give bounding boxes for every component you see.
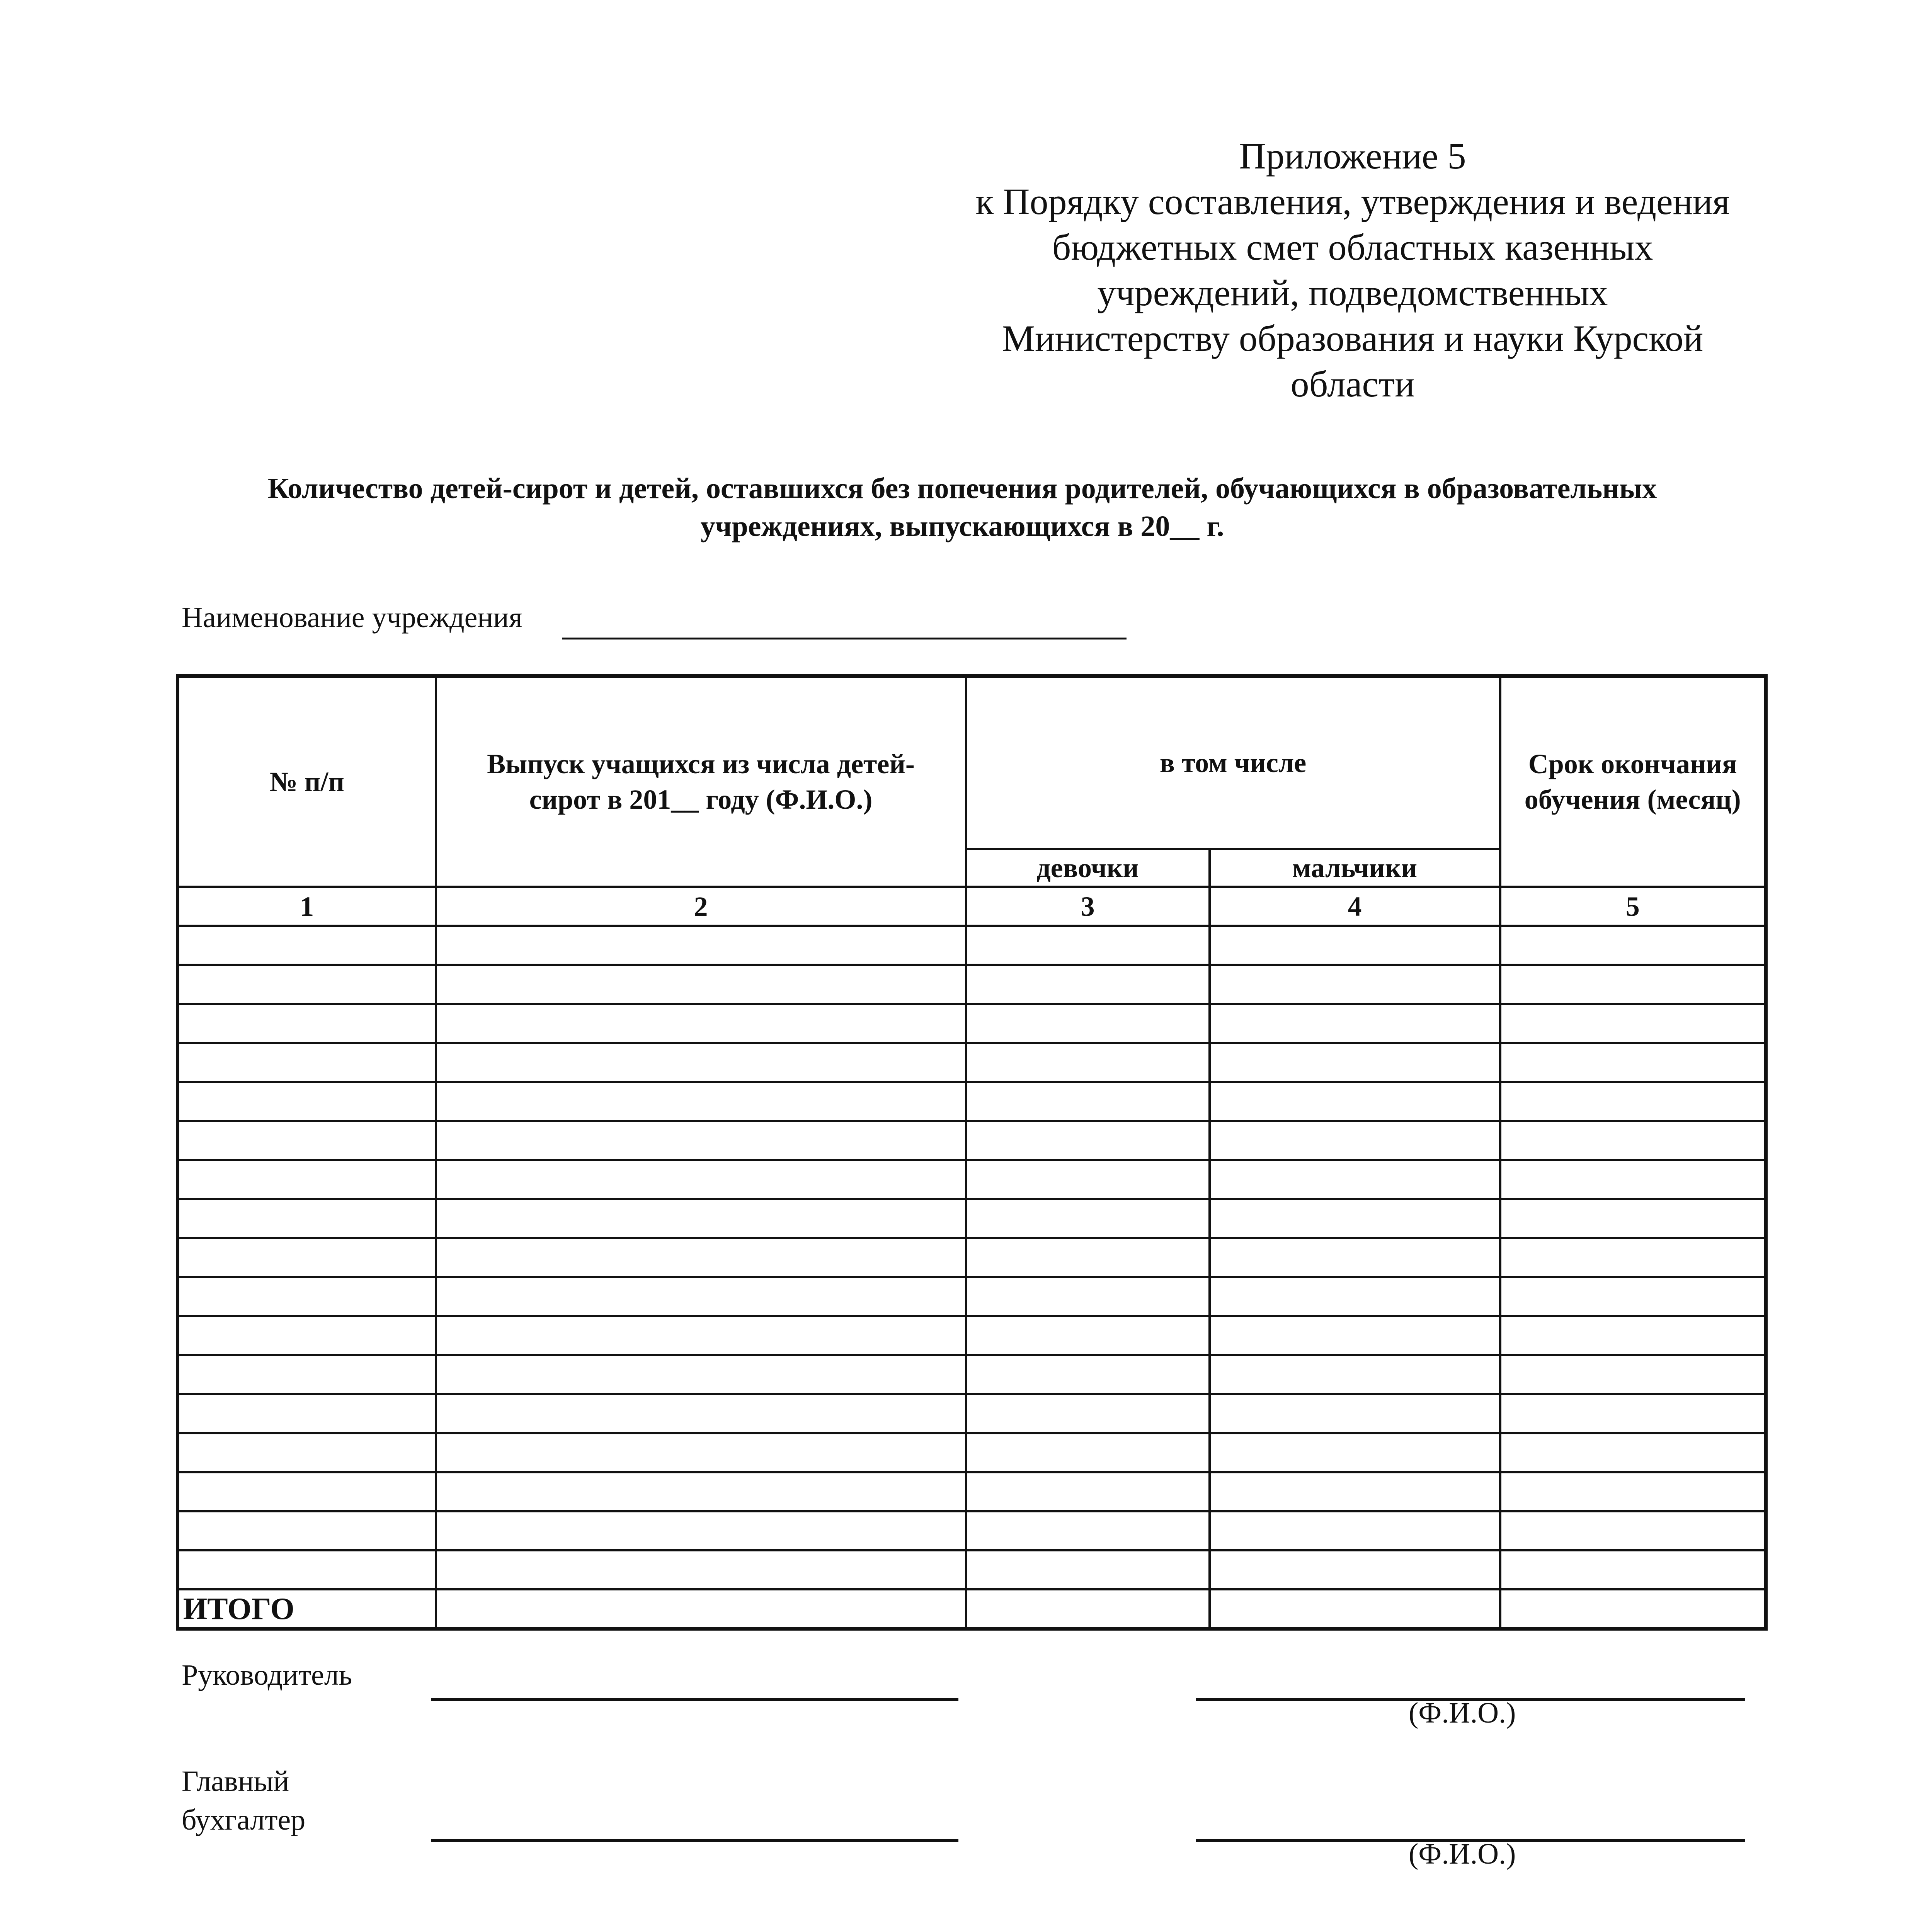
table-row xyxy=(178,1121,1766,1160)
cell[interactable] xyxy=(178,1355,436,1394)
cell[interactable] xyxy=(966,1199,1210,1238)
header-study-end: Срок окончания обучения (месяц) xyxy=(1500,676,1766,887)
cell[interactable] xyxy=(966,1160,1210,1199)
cell[interactable] xyxy=(1500,1004,1766,1043)
cell[interactable] xyxy=(966,1511,1210,1550)
cell[interactable] xyxy=(436,926,966,965)
cell[interactable] xyxy=(1500,1550,1766,1589)
column-number: 4 xyxy=(1210,887,1500,926)
cell[interactable] xyxy=(1500,1433,1766,1472)
total-row xyxy=(178,1589,1766,1629)
cell[interactable] xyxy=(966,1472,1210,1511)
cell[interactable] xyxy=(436,1511,966,1550)
cell[interactable] xyxy=(178,926,436,965)
cell[interactable] xyxy=(1210,965,1500,1004)
header-graduate-name: Выпуск учащихся из числа детей-сирот в 201__ году (Ф.И.О.) xyxy=(436,676,966,887)
cell[interactable] xyxy=(1500,1121,1766,1160)
cell[interactable] xyxy=(436,1199,966,1238)
header-number: № п/п xyxy=(178,676,436,887)
cell[interactable] xyxy=(436,1238,966,1277)
table-row xyxy=(178,1199,1766,1238)
cell[interactable] xyxy=(1210,1355,1500,1394)
cell[interactable] xyxy=(1500,965,1766,1004)
cell[interactable] xyxy=(178,1043,436,1082)
cell[interactable] xyxy=(1500,1355,1766,1394)
cell[interactable] xyxy=(1210,1394,1500,1433)
cell[interactable] xyxy=(1500,1238,1766,1277)
header-including: в том числе xyxy=(966,676,1500,849)
header-boys: мальчики xyxy=(1210,849,1500,887)
header-girls: девочки xyxy=(966,849,1210,887)
cell[interactable] xyxy=(1500,1043,1766,1082)
cell[interactable] xyxy=(966,1550,1210,1589)
cell[interactable] xyxy=(1210,1277,1500,1316)
cell[interactable] xyxy=(1500,1082,1766,1121)
appendix-header xyxy=(920,133,1785,407)
table-row xyxy=(178,1238,1766,1277)
cell[interactable] xyxy=(178,1238,436,1277)
institution-label: Наименование учреждения xyxy=(182,601,522,634)
head-signature-field[interactable] xyxy=(431,1698,958,1701)
accountant-signature-field[interactable] xyxy=(431,1839,958,1842)
cell[interactable] xyxy=(966,965,1210,1004)
cell[interactable] xyxy=(178,965,436,1004)
cell[interactable] xyxy=(966,1082,1210,1121)
cell[interactable] xyxy=(966,1043,1210,1082)
total-label: ИТОГО xyxy=(178,1589,436,1629)
cell[interactable] xyxy=(1500,1511,1766,1550)
cell[interactable] xyxy=(1500,1472,1766,1511)
graduates-table xyxy=(176,674,1768,1631)
cell[interactable] xyxy=(966,1433,1210,1472)
cell[interactable] xyxy=(966,1316,1210,1355)
cell[interactable] xyxy=(1210,1316,1500,1355)
cell[interactable] xyxy=(436,1472,966,1511)
cell[interactable] xyxy=(1210,1238,1500,1277)
table-row xyxy=(178,1043,1766,1082)
cell[interactable] xyxy=(436,1394,966,1433)
cell[interactable] xyxy=(436,1004,966,1043)
cell[interactable] xyxy=(1210,1472,1500,1511)
column-number: 3 xyxy=(966,887,1210,926)
cell[interactable] xyxy=(1500,926,1766,965)
cell[interactable] xyxy=(1210,1160,1500,1199)
cell[interactable] xyxy=(966,1589,1210,1629)
cell[interactable] xyxy=(1500,1589,1766,1629)
table-row xyxy=(178,1355,1766,1394)
accountant-label-line-2: бухгалтер xyxy=(182,1804,306,1836)
table-row xyxy=(178,965,1766,1004)
head-fio-caption: (Ф.И.О.) xyxy=(1409,1697,1516,1729)
cell[interactable] xyxy=(436,1277,966,1316)
cell[interactable] xyxy=(966,1238,1210,1277)
table-row xyxy=(178,1394,1766,1433)
cell[interactable] xyxy=(436,1589,966,1629)
cell[interactable] xyxy=(436,1355,966,1394)
cell[interactable] xyxy=(178,1121,436,1160)
institution-name-field[interactable] xyxy=(562,638,1127,639)
table-row xyxy=(178,1316,1766,1355)
cell[interactable] xyxy=(966,926,1210,965)
appendix-line: области xyxy=(1290,363,1415,405)
column-number: 5 xyxy=(1500,887,1766,926)
cell[interactable] xyxy=(1210,926,1500,965)
cell[interactable] xyxy=(436,1433,966,1472)
cell[interactable] xyxy=(966,1355,1210,1394)
cell[interactable] xyxy=(1500,1394,1766,1433)
cell[interactable] xyxy=(436,1160,966,1199)
accountant-fio-caption: (Ф.И.О.) xyxy=(1409,1838,1516,1870)
cell[interactable] xyxy=(1210,1082,1500,1121)
cell[interactable] xyxy=(966,1394,1210,1433)
table-row xyxy=(178,926,1766,965)
cell[interactable] xyxy=(1210,1043,1500,1082)
table-row xyxy=(178,1082,1766,1121)
document-title xyxy=(170,469,1755,545)
cell[interactable] xyxy=(178,1511,436,1550)
cell[interactable] xyxy=(966,1004,1210,1043)
table-row xyxy=(178,1277,1766,1316)
cell[interactable] xyxy=(1210,1004,1500,1043)
table-row xyxy=(178,1472,1766,1511)
cell[interactable] xyxy=(436,1316,966,1355)
cell[interactable] xyxy=(178,1277,436,1316)
cell[interactable] xyxy=(1500,1316,1766,1355)
cell[interactable] xyxy=(1500,1160,1766,1199)
accountant-label-line-1: Главный xyxy=(182,1765,289,1798)
cell[interactable] xyxy=(1210,1121,1500,1160)
title-line-2: учреждениях, выпускающихся в 20__ г. xyxy=(700,510,1224,543)
cell[interactable] xyxy=(178,1160,436,1199)
cell[interactable] xyxy=(436,965,966,1004)
table-row xyxy=(178,1433,1766,1472)
appendix-line: Министерству образования и науки Курской xyxy=(1002,318,1703,359)
cell[interactable] xyxy=(966,1277,1210,1316)
cell[interactable] xyxy=(178,1550,436,1589)
cell[interactable] xyxy=(1210,1589,1500,1629)
head-label: Руководитель xyxy=(182,1659,352,1691)
column-number: 1 xyxy=(178,887,436,926)
cell[interactable] xyxy=(178,1433,436,1472)
column-number: 2 xyxy=(436,887,966,926)
table-row xyxy=(178,1511,1766,1550)
cell[interactable] xyxy=(178,1316,436,1355)
cell[interactable] xyxy=(178,1004,436,1043)
cell[interactable] xyxy=(1210,1433,1500,1472)
appendix-line: Приложение 5 xyxy=(1239,135,1466,177)
cell[interactable] xyxy=(178,1082,436,1121)
appendix-line: бюджетных смет областных казенных xyxy=(1052,226,1653,268)
cell[interactable] xyxy=(1500,1277,1766,1316)
cell[interactable] xyxy=(178,1472,436,1511)
table-row xyxy=(178,1550,1766,1589)
table-row xyxy=(178,1004,1766,1043)
title-line-1: Количество детей-сирот и детей, оставшихся без попечения родителей, обучающихся в образовательных xyxy=(267,472,1657,505)
cell[interactable] xyxy=(178,1394,436,1433)
cell[interactable] xyxy=(436,1121,966,1160)
appendix-line: учреждений, подведомственных xyxy=(1097,272,1608,313)
table-row xyxy=(178,1160,1766,1199)
cell[interactable] xyxy=(966,1121,1210,1160)
cell[interactable] xyxy=(1210,1511,1500,1550)
cell[interactable] xyxy=(436,1043,966,1082)
cell[interactable] xyxy=(436,1550,966,1589)
cell[interactable] xyxy=(1500,1199,1766,1238)
cell[interactable] xyxy=(178,1199,436,1238)
cell[interactable] xyxy=(1210,1199,1500,1238)
appendix-line: к Порядку составления, утверждения и ведения xyxy=(975,181,1730,222)
cell[interactable] xyxy=(1210,1550,1500,1589)
cell[interactable] xyxy=(436,1082,966,1121)
